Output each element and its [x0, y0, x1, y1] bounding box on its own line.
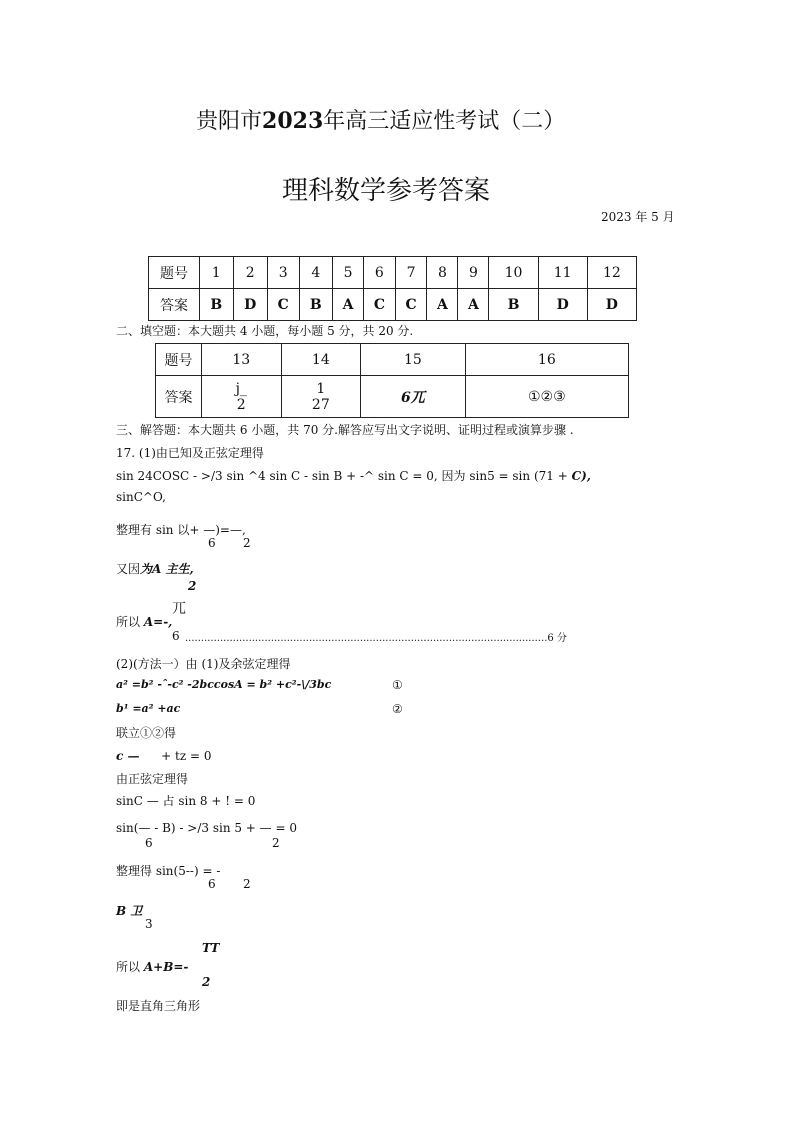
date: 2023 年 5 月 — [601, 210, 675, 224]
mc-question-number: 5 — [333, 257, 364, 289]
solution-subscript: 6 — [172, 629, 180, 643]
fill-answer-table — [155, 343, 629, 418]
mc-answer: C — [364, 289, 396, 321]
fill-answer-top: 1 — [316, 380, 326, 397]
solution-text: C), — [571, 469, 591, 483]
score-dots: ..................................................................................................................6 分 — [185, 633, 567, 644]
solution-line: 由正弦定理得 — [116, 772, 189, 786]
solution-fraction-top: TT — [202, 941, 220, 955]
mc-answer: D — [538, 289, 587, 321]
mc-question-number: 10 — [489, 257, 538, 289]
solution-subscript: 6 — [208, 536, 216, 550]
mc-answer: C — [395, 289, 427, 321]
solution-fraction-top: 兀 — [172, 601, 186, 617]
solution-text: sin 24COSC - >/3 sin ^4 sin C - sin B + -^ sin C = 0, 因为 sin5 = sin (71 + — [116, 469, 572, 483]
fill-question-number: 13 — [202, 344, 282, 376]
solution-subscript: 2 — [272, 836, 280, 850]
title-year: 2023 — [262, 108, 324, 134]
mc-question-number: 4 — [299, 257, 333, 289]
solution-text: c — — [116, 749, 140, 763]
solution-line: 整理有 sin 以+ —)=—, — [116, 523, 246, 537]
mc-row-label: 答案 — [149, 289, 200, 321]
solution-line — [116, 749, 211, 763]
fill-answer — [361, 376, 466, 418]
fill-answer — [465, 376, 628, 418]
title-line-2: 理科数学参考答案 — [282, 176, 491, 206]
equation-marker: ② — [392, 702, 403, 716]
mc-answer: A — [458, 289, 489, 321]
solution-line — [116, 613, 172, 630]
solution-text: 又因 — [116, 562, 141, 576]
solution-line: 整理得 sin(5--) = - — [116, 864, 221, 878]
fill-question-number: 15 — [361, 344, 466, 376]
fill-answer-value — [312, 381, 330, 413]
fill-answer-top: 6兀 — [401, 389, 425, 406]
mc-question-number: 12 — [587, 257, 636, 289]
solution-text: 所以 — [116, 615, 144, 629]
mc-question-number: 2 — [233, 257, 267, 289]
mc-question-number: 7 — [395, 257, 427, 289]
fill-question-number: 16 — [465, 344, 628, 376]
fill-answer-value — [401, 387, 425, 407]
fill-answer-top: j_ — [235, 380, 247, 397]
fill-answer-top: ①②③ — [528, 388, 566, 405]
solution-subscript: 6 — [208, 877, 216, 891]
mc-answer: D — [233, 289, 267, 321]
fill-answer-bottom: 27 — [311, 396, 330, 413]
solution-line: B 卫 — [116, 904, 143, 918]
solution-text: A=-, — [143, 615, 173, 629]
solution-line: sinC — 占 sin 8 + ! = 0 — [116, 794, 256, 808]
solution-text: 所以 — [116, 960, 144, 974]
solution-line: 联立①②得 — [116, 726, 177, 740]
section-2-heading: 二、填空题：本大题共 4 小题，每小题 5 分，共 20 分. — [116, 324, 414, 338]
mc-question-number: 1 — [200, 257, 234, 289]
solution-subscript: 2 — [243, 536, 251, 550]
fill-row-label: 题号 — [156, 344, 202, 376]
section-3-heading: 三、解答题：本大题共 6 小题，共 70 分.解答应写出文字说明、证明过程或演算步骤 . — [116, 423, 574, 437]
solution-text: 为A 主生, — [140, 562, 194, 576]
title-prefix: 贵阳市 — [196, 109, 263, 134]
mc-answer: A — [427, 289, 458, 321]
mc-question-number: 6 — [364, 257, 396, 289]
fill-question-number: 14 — [281, 344, 361, 376]
mc-row-label: 题号 — [149, 257, 200, 289]
solution-line: 17. (1)由已知及正弦定理得 — [116, 446, 264, 460]
solution-line — [116, 958, 188, 975]
fill-answer — [202, 376, 282, 418]
mc-answer: A — [333, 289, 364, 321]
mc-question-number: 3 — [267, 257, 299, 289]
mc-answer: B — [299, 289, 333, 321]
title-line-1 — [196, 104, 565, 135]
mc-answer: B — [489, 289, 538, 321]
fill-number-row — [156, 344, 629, 376]
solution-formula: a² =b² -ˆ-c² -2bccosA = b² +c²-\/3bc — [116, 678, 332, 691]
solution-formula: b¹ =a² +ac — [116, 702, 181, 715]
mc-number-row — [149, 257, 637, 289]
mc-answer: C — [267, 289, 299, 321]
mc-answer-table — [148, 256, 637, 321]
solution-text: A+B=- — [143, 960, 189, 974]
title-suffix: 年高三适应性考试（二） — [323, 109, 566, 134]
fill-answer — [281, 376, 361, 418]
fill-answer-value — [236, 381, 247, 413]
mc-answer-row — [149, 289, 637, 321]
solution-line — [116, 560, 194, 577]
solution-line — [116, 467, 591, 484]
solution-subscript: 6 — [145, 836, 153, 850]
solution-subscript: 2 — [202, 975, 211, 989]
mc-answer: D — [587, 289, 636, 321]
solution-line: (2)(方法一）由 (1)及余弦定理得 — [116, 657, 291, 671]
mc-question-number: 8 — [427, 257, 458, 289]
fill-answer-bottom: 2 — [236, 396, 246, 413]
fill-answer-value — [528, 389, 566, 405]
solution-subscript: 2 — [188, 579, 197, 593]
solution-line: sinC^O, — [116, 490, 166, 504]
solution-line: 即是直角三角形 — [116, 999, 201, 1013]
fill-row-label: 答案 — [156, 376, 202, 418]
equation-marker: ① — [392, 678, 403, 692]
mc-answer: B — [200, 289, 234, 321]
solution-line: sin(— - B) - >/3 sin 5 + — = 0 — [116, 821, 297, 835]
solution-subscript: 2 — [243, 877, 251, 891]
fill-answer-row — [156, 376, 629, 418]
mc-question-number: 9 — [458, 257, 489, 289]
solution-subscript: 3 — [145, 917, 153, 931]
mc-question-number: 11 — [538, 257, 587, 289]
solution-text: + tz = 0 — [161, 749, 212, 763]
